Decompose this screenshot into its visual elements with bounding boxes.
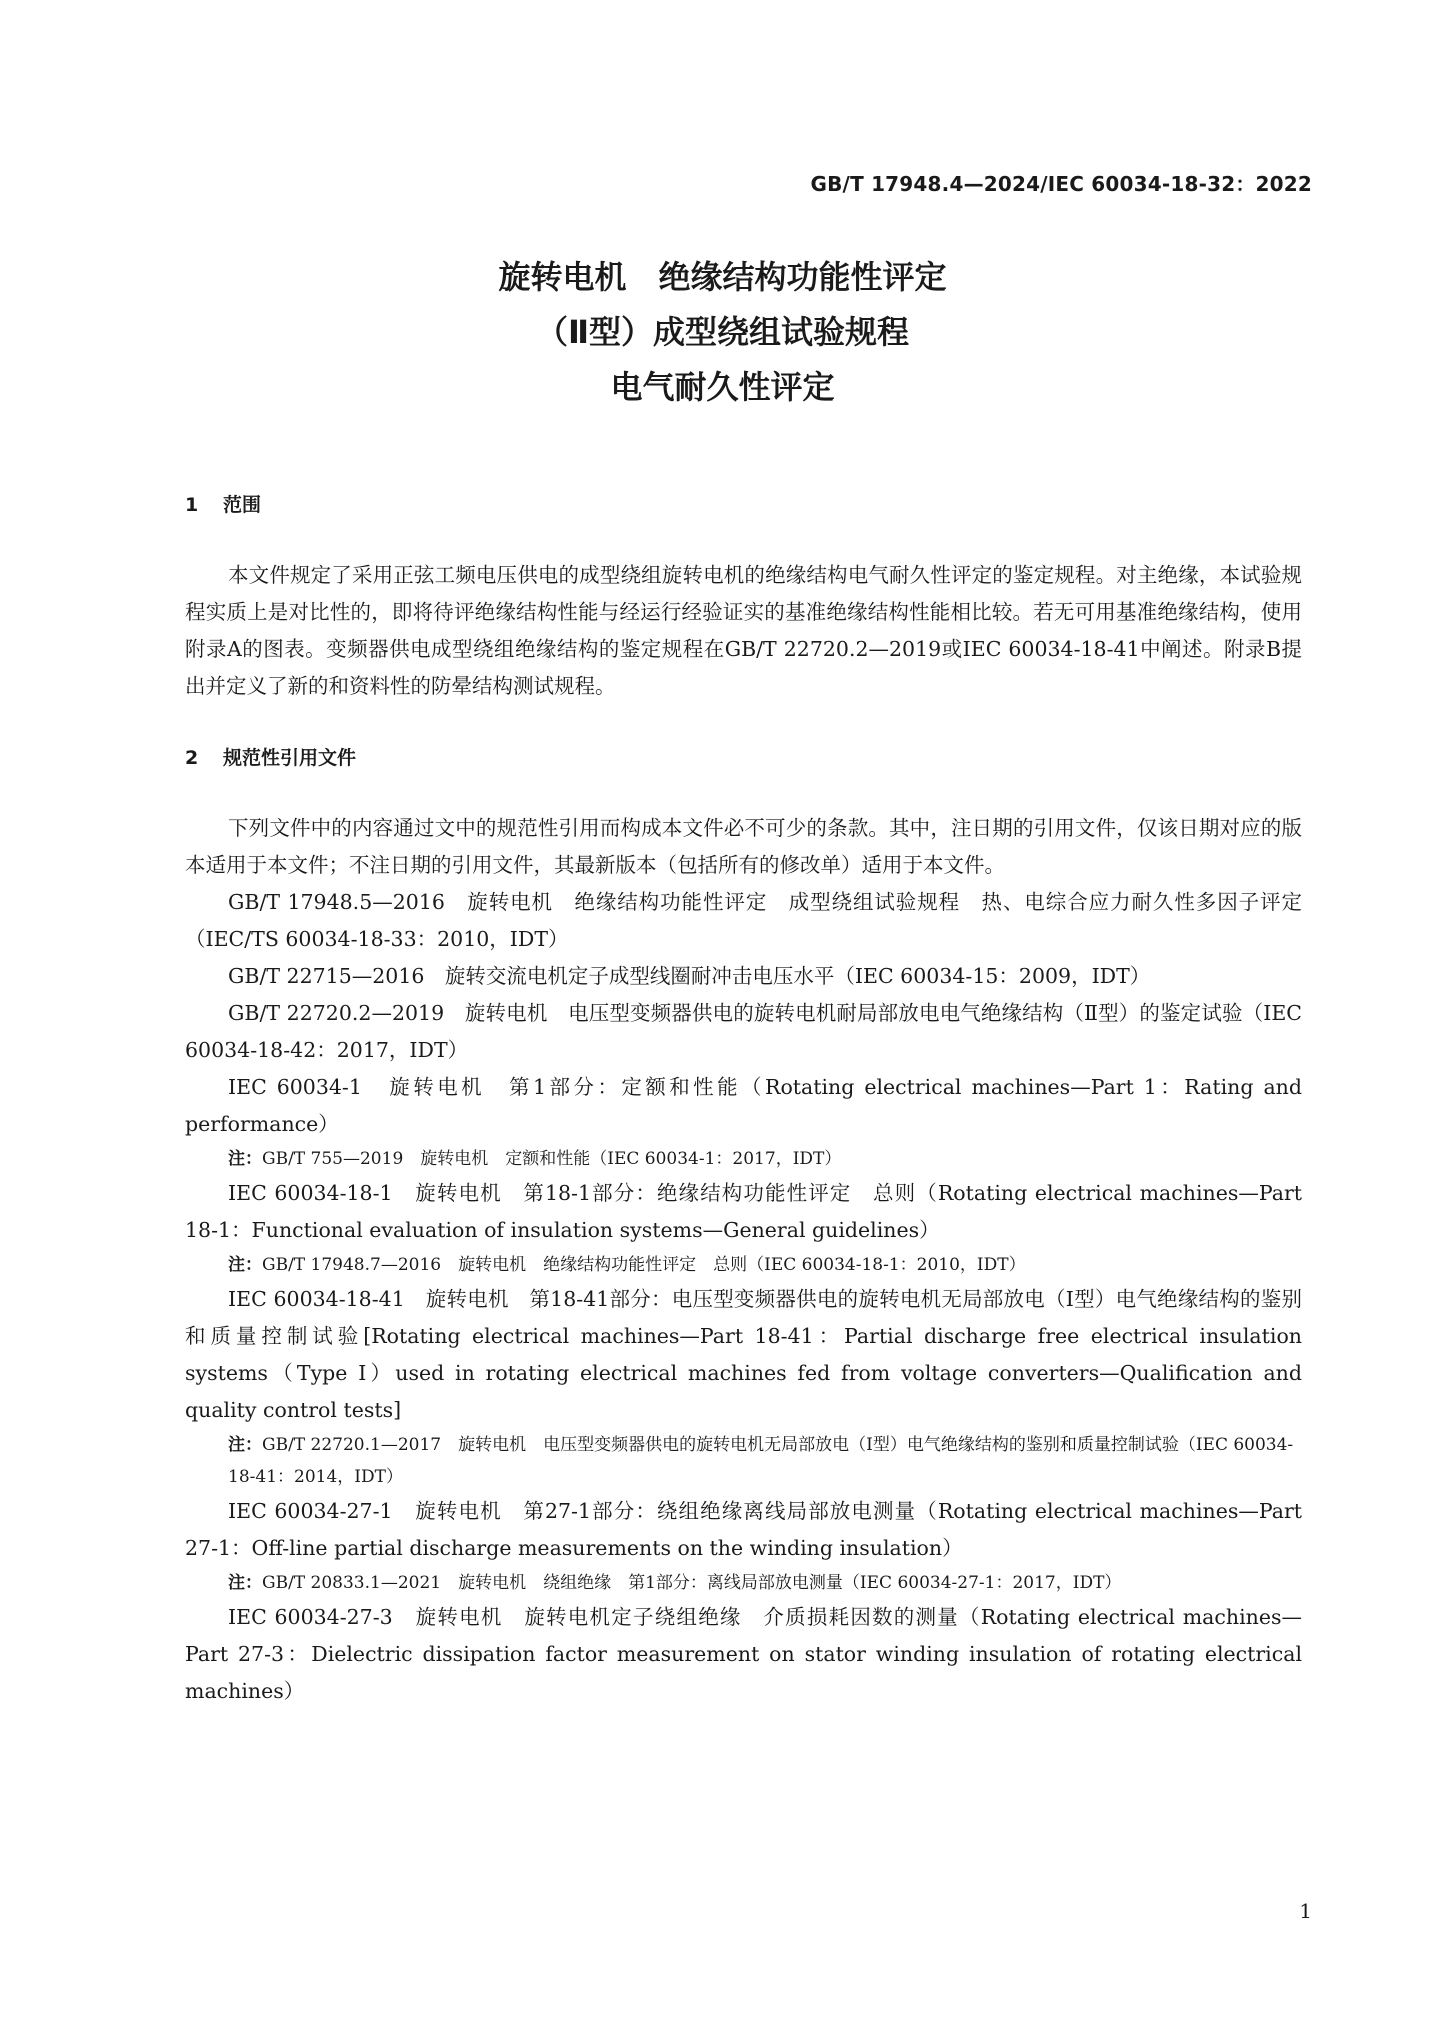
section-title: 规范性引用文件 bbox=[223, 747, 357, 769]
section-heading-scope bbox=[185, 490, 1302, 517]
standard-code: GB/T 17948.4—2024/IEC 60034-18-32：2022 bbox=[810, 172, 1312, 196]
section-heading-normative-references bbox=[185, 743, 1302, 770]
note-label: 注： bbox=[228, 1149, 262, 1169]
note-label: 注： bbox=[228, 1573, 262, 1593]
note-label: 注： bbox=[228, 1435, 262, 1455]
note-text: GB/T 17948.7—2016 旋转电机 绝缘结构功能性评定 总则（IEC 60034-18-1：2010，IDT） bbox=[262, 1255, 1026, 1275]
section-number: 1 bbox=[185, 494, 199, 516]
section-number: 2 bbox=[185, 747, 199, 769]
reference-note bbox=[185, 1567, 1302, 1599]
reference-note bbox=[185, 1143, 1302, 1175]
note-label: 注： bbox=[228, 1255, 262, 1275]
reference-item: GB/T 22715—2016 旋转交流电机定子成型线圈耐冲击电压水平（IEC 60034-15：2009，IDT） bbox=[228, 964, 1151, 988]
document-body bbox=[185, 490, 1302, 1710]
title-line-3: 电气耐久性评定 bbox=[610, 368, 835, 406]
reference-item: IEC 60034-27-3 旋转电机 旋转电机定子绕组绝缘 介质损耗因数的测量（Rotating electrical machines—Part 27-3：Dielectric dissipation factor measurement on stator winding insulation of rotating electrical machines） bbox=[185, 1605, 1302, 1703]
document-title bbox=[0, 250, 1445, 415]
section-title: 范围 bbox=[223, 494, 262, 516]
scope-paragraph: 本文件规定了采用正弦工频电压供电的成型绕组旋转电机的绝缘结构电气耐久性评定的鉴定规程。对主绝缘，本试验规程实质上是对比性的，即将待评绝缘结构性能与经运行经验证实的基准绝缘结构性能相比较。若无可用基准绝缘结构，使用附录A的图表。变频器供电成型绕组绝缘结构的鉴定规程在GB/T 22720.2—2019或IEC 60034-18-41中阐述。附录B提出并定义了新的和资料性的防晕结构测试规程。 bbox=[185, 563, 1302, 698]
note-text: GB/T 20833.1—2021 旋转电机 绕组绝缘 第1部分：离线局部放电测量（IEC 60034-27-1：2017，IDT） bbox=[262, 1573, 1122, 1593]
reference-item: GB/T 17948.5—2016 旋转电机 绝缘结构功能性评定 成型绕组试验规程 热、电综合应力耐久性多因子评定（IEC/TS 60034-18-33：2010，IDT） bbox=[185, 890, 1302, 951]
page-number: 1 bbox=[1299, 1899, 1312, 1923]
reference-item: IEC 60034-1 旋转电机 第1部分：定额和性能（Rotating electrical machines—Part 1：Rating and performance） bbox=[185, 1075, 1302, 1136]
reference-note bbox=[185, 1429, 1302, 1493]
note-text: GB/T 755—2019 旋转电机 定额和性能（IEC 60034-1：2017，IDT） bbox=[262, 1149, 842, 1169]
reference-item: IEC 60034-27-1 旋转电机 第27-1部分：绕组绝缘离线局部放电测量（Rotating electrical machines—Part 27-1：Off-line partial discharge measurements on the winding insulation） bbox=[185, 1499, 1302, 1560]
note-text: GB/T 22720.1—2017 旋转电机 电压型变频器供电的旋转电机无局部放电（Ⅰ型）电气绝缘结构的鉴别和质量控制试验（IEC 60034-18-41：2014，IDT） bbox=[228, 1435, 1294, 1487]
reference-item: IEC 60034-18-41 旋转电机 第18-41部分：电压型变频器供电的旋转电机无局部放电（Ⅰ型）电气绝缘结构的鉴别和质量控制试验[Rotating electrical machines—Part 18-41：Partial discharge free electrical insulation systems（Type Ⅰ）used in rotating electrical machines fed from voltage converters—Qualification and quality control tests] bbox=[185, 1287, 1302, 1422]
title-line-1: 旋转电机 绝缘结构功能性评定 bbox=[498, 258, 947, 296]
reference-note bbox=[185, 1249, 1302, 1281]
title-line-2: （Ⅱ型）成型绕组试验规程 bbox=[535, 313, 910, 351]
references-intro: 下列文件中的内容通过文中的规范性引用而构成本文件必不可少的条款。其中，注日期的引用文件，仅该日期对应的版本适用于本文件；不注日期的引用文件，其最新版本（包括所有的修改单）适用于本文件。 bbox=[185, 816, 1302, 877]
reference-item: IEC 60034-18-1 旋转电机 第18-1部分：绝缘结构功能性评定 总则（Rotating electrical machines—Part 18-1：Functional evaluation of insulation systems—General guidelines） bbox=[185, 1181, 1302, 1242]
reference-item: GB/T 22720.2—2019 旋转电机 电压型变频器供电的旋转电机耐局部放电电气绝缘结构（Ⅱ型）的鉴定试验（IEC 60034-18-42：2017，IDT） bbox=[185, 1001, 1302, 1062]
